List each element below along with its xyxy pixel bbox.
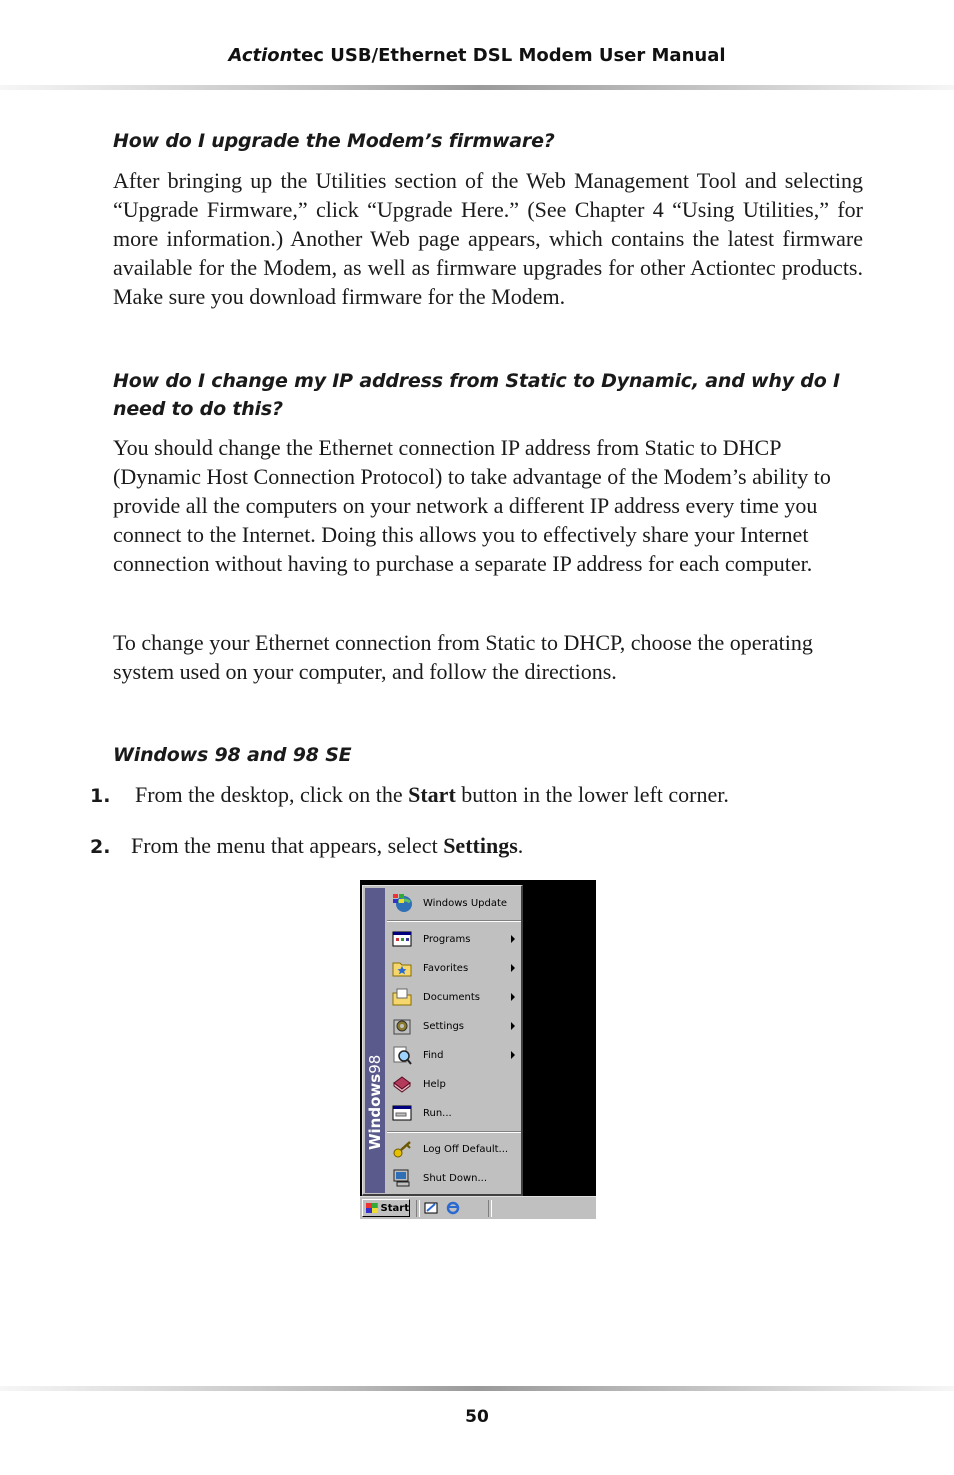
step-text: button in the lower left corner. (455, 782, 729, 807)
running-header (0, 45, 954, 66)
banner-bold: Windows (366, 1073, 384, 1150)
menu-item-favorites[interactable] (387, 954, 521, 982)
ip-body-2: To change your Ethernet connection from Static to DHCP, choose the operating system used on your computer, and follow the directions. (113, 630, 813, 684)
start-menu (362, 885, 523, 1196)
ip-heading: How do I change my IP address from Static to Dynamic, and why do I need to do this? (113, 370, 840, 420)
menu-item-label: Run... (423, 1107, 452, 1119)
banner-version: 98 (366, 1054, 384, 1074)
header-brand: Action (228, 45, 293, 66)
windows-logo-icon (366, 1203, 378, 1213)
header-rule (0, 85, 954, 90)
menu-item-settings[interactable] (387, 1012, 521, 1040)
step-text: From the menu that appears, select (131, 833, 444, 858)
taskbar-divider (416, 1200, 420, 1217)
ip-body-1: You should change the Ethernet connection IP address from Static to DHCP (Dynamic Host Connection Protocol) to take advantage of the Modem’s ability to provide all the computers on your network a different IP address every time you connect to the Internet. Doing this allows you to effectively share your Internet connection without having to purchase a separate IP address for each computer. (113, 435, 831, 576)
page-number: 50 (465, 1407, 489, 1427)
firmware-body: After bringing up the Utilities section of the Web Management Tool and selecting “Upgrade Firmware,” click “Upgrade Here.” (See Chapter 4 “Using Utilities,” for more information.) Another Web page appears, which contains the latest firmware available for the Modem, as well as firmware upgrades for other Actiontec products. Make sure you download firmware for the Modem. (113, 168, 863, 309)
step-2 (90, 831, 870, 862)
submenu-arrow-icon (511, 964, 515, 972)
menu-item-help[interactable] (387, 1070, 521, 1098)
menu-item-windows-update[interactable] (387, 889, 521, 917)
start-button[interactable] (362, 1199, 410, 1217)
start-menu-screenshot (360, 880, 596, 1219)
banner-text (365, 888, 385, 1168)
menu-item-label: Favorites (423, 962, 469, 974)
menu-item-label: Log Off Default... (423, 1143, 509, 1155)
menu-separator (387, 1131, 521, 1133)
internet-explorer-icon[interactable] (446, 1201, 460, 1215)
start-button-label: Start (380, 1202, 409, 1214)
win98-heading: Windows 98 and 98 SE (113, 744, 352, 766)
run-icon (391, 1102, 413, 1124)
submenu-arrow-icon (511, 935, 515, 943)
settings-icon (391, 1015, 413, 1037)
show-desktop-icon[interactable] (424, 1201, 438, 1215)
find-icon (391, 1044, 413, 1066)
windows98-banner (365, 888, 385, 1193)
favorites-icon (391, 957, 413, 979)
submenu-arrow-icon (511, 993, 515, 1001)
menu-item-label: Windows Update (423, 897, 508, 909)
menu-item-find[interactable] (387, 1041, 521, 1069)
menu-item-run[interactable] (387, 1099, 521, 1127)
documents-icon (391, 986, 413, 1008)
menu-item-label: Help (423, 1078, 446, 1090)
step-text: From the desktop, click on the (135, 782, 409, 807)
step-bold-text: Start (408, 782, 456, 807)
firmware-heading: How do I upgrade the Modem’s firmware? (113, 130, 555, 152)
menu-separator (387, 920, 521, 922)
step-1 (90, 780, 870, 811)
taskbar-divider (488, 1200, 492, 1217)
windows-update-icon (391, 892, 413, 914)
step-bold-text: Settings (443, 833, 518, 858)
menu-item-log-off[interactable] (387, 1135, 521, 1163)
step-text: . (517, 833, 524, 858)
step-number: 1. (90, 785, 111, 807)
programs-icon (391, 928, 413, 950)
menu-item-documents[interactable] (387, 983, 521, 1011)
menu-item-shut-down[interactable] (387, 1164, 521, 1192)
menu-item-label: Programs (423, 933, 471, 945)
menu-item-label: Documents (423, 991, 481, 1003)
menu-item-label: Settings (423, 1020, 465, 1032)
menu-item-programs[interactable] (387, 925, 521, 953)
log-off-icon (391, 1138, 413, 1160)
header-title: tec USB/Ethernet DSL Modem User Manual (292, 45, 726, 66)
taskbar (360, 1196, 596, 1219)
shut-down-icon (391, 1167, 413, 1189)
submenu-arrow-icon (511, 1022, 515, 1030)
step-number: 2. (90, 836, 111, 858)
footer-rule (0, 1386, 954, 1391)
help-icon (391, 1073, 413, 1095)
menu-item-label: Find (423, 1049, 444, 1061)
submenu-arrow-icon (511, 1051, 515, 1059)
menu-item-label: Shut Down... (423, 1172, 487, 1184)
